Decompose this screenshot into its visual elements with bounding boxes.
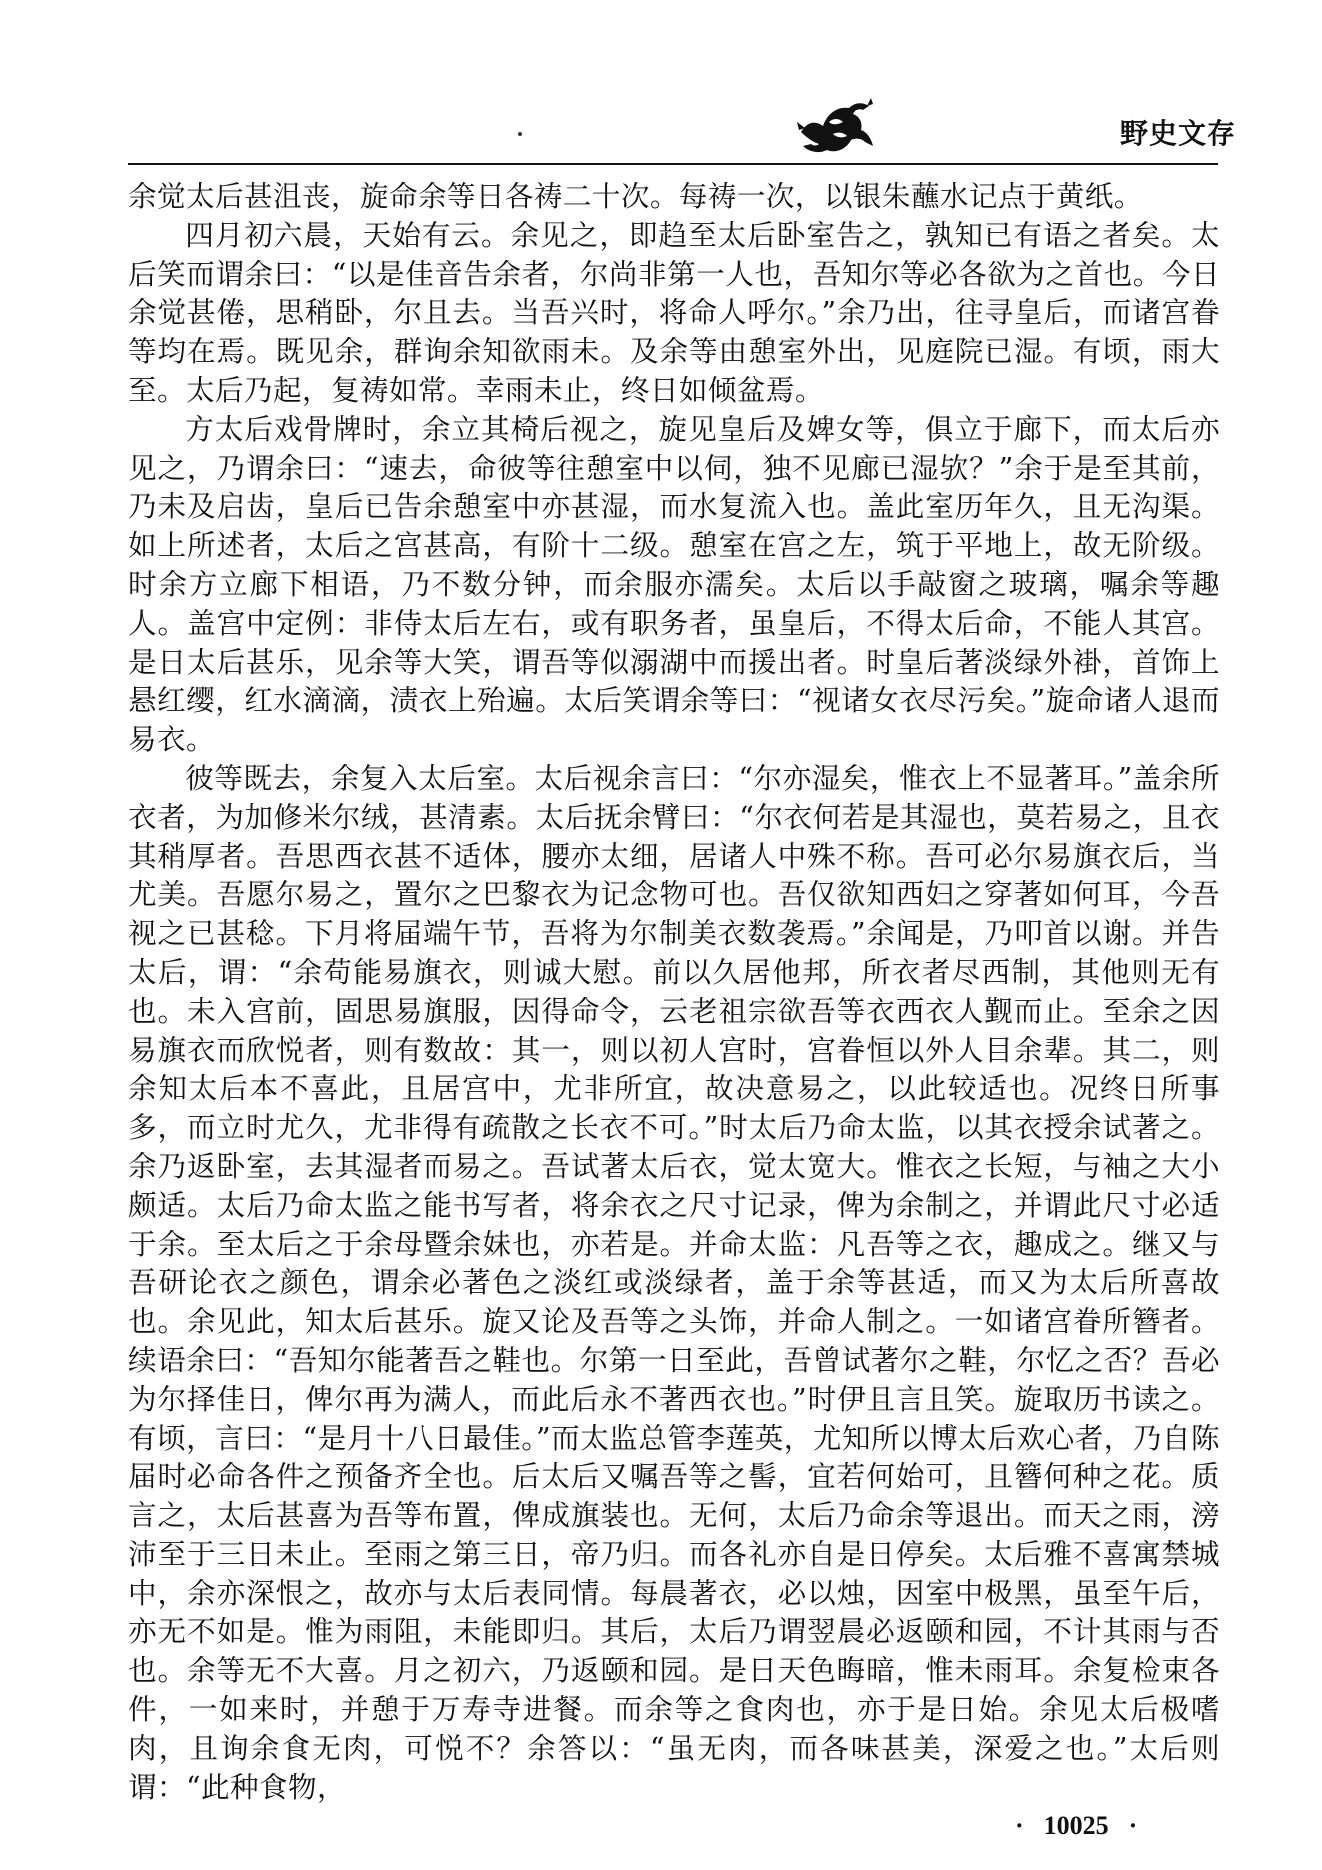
page-footer [1015, 1811, 1137, 1841]
paragraph: 彼等既去，余复入太后室。太后视余言曰：“尔亦湿矣，惟衣上不显著耳。”盖余所衣者，为加修米尔绒，甚清素。太后抚余臂曰：“尔衣何若是其湿也，莫若易之，且衣其稍厚者。吾思西衣甚不适体，腰亦太细，居诸人中殊不称。吾可必尔易旗衣后，当尤美。吾愿尔易之，置尔之巴黎衣为记念物可也。吾仅欲知西妇之穿著如何耳，今吾视之已甚稔。下月将届端午节，吾将为尔制美衣数袭焉。”余闻是，乃叩首以谢。并告太后，谓：“余苟能易旗衣，则诚大慰。前以久居他邦，所衣者尽西制，其他则无有也。未入宫前，固思易旗服，因得命令，云老祖宗欲吾等衣西衣人觐而止。至余之因易旗衣而欣悦者，则有数故：其一，则以初人宫时，宫眷恒以外人目余辈。其二，则余知太后本不喜此，且居宫中，尤非所宜，故决意易之，以此较适也。况终日所事多，而立时尤久，尤非得有疏散之长衣不可。”时太后乃命太监，以其衣授余试著之。余乃返卧室，去其湿者而易之。吾试著太后衣，觉太宽大。惟衣之长短，与袖之大小颇适。太后乃命太监之能书写者，将余衣之尺寸记录，俾为余制之，并谓此尺寸必适于余。至太后之于余母暨余妹也，亦若是。并命太监：凡吾等之衣，趣成之。继又与吾研论衣之颜色，谓余必著色之淡红或淡绿者，盖于余等甚适，而又为太后所喜故也。余见此，知太后甚乐。旋又论及吾等之头饰，并命人制之。一如诸宫眷所簪者。续语余曰：“吾知尔能著吾之鞋也。尔第一日至此，吾曾试著尔之鞋，尔忆之否？吾必为尔择佳日，俾尔再为满人，而此后永不著西衣也。”时伊且言且笑。旋取历书读之。有顷，言曰：“是月十八日最佳。”而太监总管李莲英，尤知所以博太后欢心者，乃自陈届时必命各件之预备齐全也。后太后又嘱吾等之髻，宜若何始可，且簪何种之花。质言之，太后甚喜为吾等布置，俾成旗装也。无何，太后乃命余等退出。而天之雨，滂沛至于三日未止。至雨之第三日，帝乃归。而各礼亦自是日停矣。太后雅不喜寓禁城中，余亦深恨之，故亦与太后表同情。每晨著衣，必以烛，因室中极黑，虽至午后，亦无不如是。惟为雨阻，未能即归。其后，太后乃谓翌晨必返颐和园，不计其雨与否也。余等无不大喜。月之初六，乃返颐和园。是日天色晦暗，惟未雨耳。余复检束各件，一如来时，并憩于万寿寺进餐。而余等之食肉也，亦于是日始。余见太后极嗜肉，且询余食无肉，可悦不？余答以：“虽无肉，而各味甚美，深爱之也。”太后则谓：“此种食物， [128, 760, 1220, 1804]
stray-mark [518, 132, 522, 136]
header-title: 野史文存 [1120, 117, 1237, 150]
dragon-emblem-icon [793, 92, 878, 158]
footer-dot-right: · [1128, 1811, 1138, 1840]
page-header [0, 0, 1322, 160]
header-rule [128, 163, 1218, 165]
paragraph-continued: 余觉太后甚沮丧，旋命余等日各祷二十次。每祷一次，以银朱蘸水记点于黄纸。 [128, 179, 1143, 213]
paragraph: 四月初六晨，天始有云。余见之，即趋至太后卧室告之，孰知已有语之者矣。太后笑而谓余曰：“以是佳音告余者，尔尚非第一人也，吾知尔等必各欲为之首也。今日余觉甚倦，思稍卧，尔且去。当吾兴时，将命人呼尔。”余乃出，往寻皇后，而诸宫眷等均在焉。既见余，群询余知欲雨未。及余等由憩室外出，见庭院已湿。有顷，雨大至。太后乃起，复祷如常。幸雨未止，终日如倾盆焉。 [128, 217, 1220, 407]
footer-dot-left: · [1015, 1811, 1024, 1840]
paragraph: 方太后戏骨牌时，余立其椅后视之，旋见皇后及婢女等，俱立于廊下，而太后亦见之，乃谓余曰：“速去，命彼等往憩室中以伺，独不见廊已湿欤？”余于是至其前，乃未及启齿，皇后已告余憩室中亦甚湿，而水复流入也。盖此室历年久，且无沟渠。如上所述者，太后之宫甚高，有阶十二级。憩室在宫之左，筑于平地上，故无阶级。时余方立廊下相语，乃不数分钟，而余服亦濡矣。太后以手敲窗之玻璃，嘱余等趣人。盖宫中定例：非侍太后左右，或有职务者，虽皇后，不得太后命，不能人其宫。是日太后甚乐，见余等大笑，谓吾等似溺湖中而援出者。时皇后著淡绿外褂，首饰上悬红缨，红水滴滴，渍衣上殆遍。太后笑谓余等曰：“视诸女衣尽污矣。”旋命诸人退而易衣。 [128, 411, 1220, 757]
page-number: 10025 [1043, 1811, 1109, 1840]
article-body [128, 177, 1220, 1806]
